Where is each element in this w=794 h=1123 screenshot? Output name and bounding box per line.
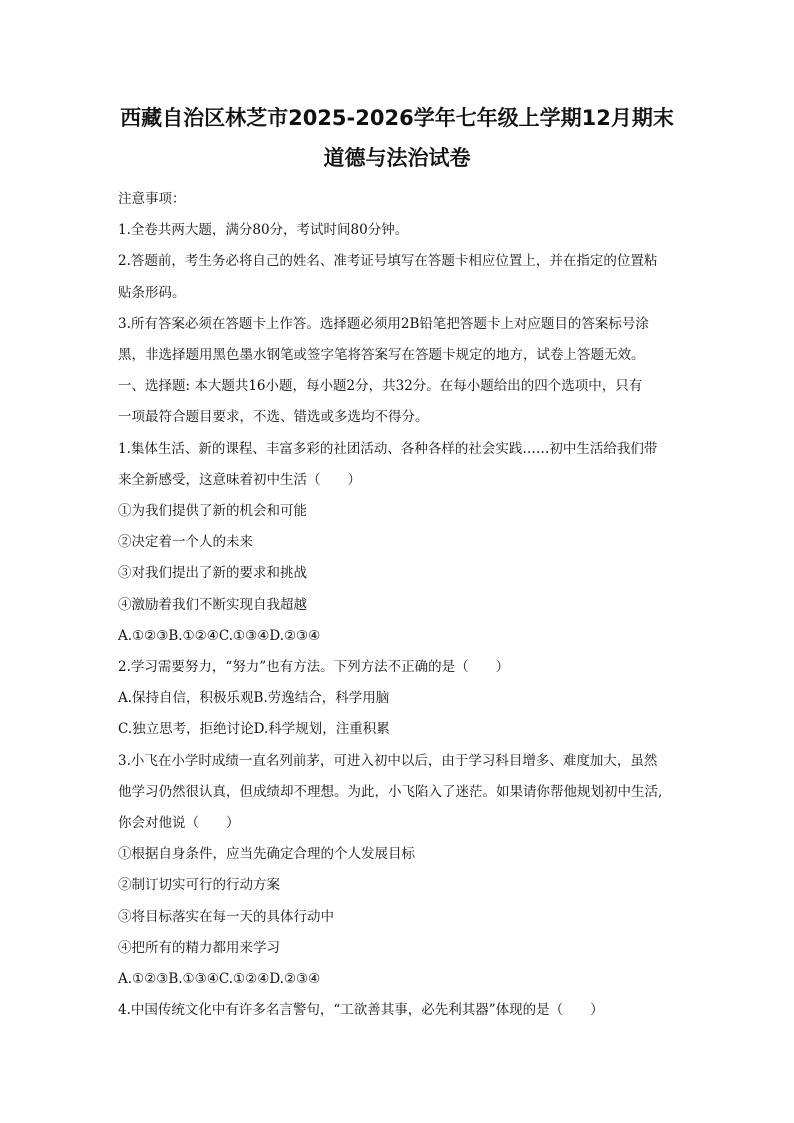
notes-heading: 注意事项：	[118, 191, 186, 207]
notes-section	[118, 184, 676, 371]
question-statement: ①根据自身条件，应当先确定合理的个人发展目标	[118, 846, 415, 863]
question-options: A.保持自信，积极乐观B.劳逸结合，科学用脑	[118, 690, 390, 707]
question-2	[118, 652, 676, 746]
question-3	[118, 746, 676, 996]
question-options: A.①②③B.①②④C.①③④D.②③④	[118, 627, 321, 644]
question-stem: 2.学习需要努力，“努力”也有方法。下列方法不正确的是（ ）	[118, 659, 510, 676]
section-heading: 一项最符合题目要求，不选、错选或多选均不得分。	[118, 409, 429, 426]
question-options: C.独立思考，拒绝讨论D.科学规划，注重积累	[118, 721, 390, 738]
notes-line: 贴条形码。	[118, 284, 186, 301]
section-instructions	[118, 371, 676, 433]
exam-body	[118, 184, 676, 1026]
question-1	[118, 434, 676, 652]
exam-title-line1: 西藏自治区林芝市2025-2026学年七年级上学期12月期末	[120, 106, 674, 130]
question-statement: ④激励着我们不断实现自我超越	[118, 596, 307, 613]
notes-line: 黑，非选择题用黑色墨水钢笔或签字笔将答案写在答题卡规定的地方，试卷上答题无效。	[118, 347, 645, 364]
question-statement: ②制订切实可行的行动方案	[118, 877, 280, 894]
question-statement: ①为我们提供了新的机会和可能	[118, 503, 307, 520]
question-statement: ③将目标落实在每一天的具体行动中	[118, 908, 334, 925]
notes-line: 3.所有答案必须在答题卡上作答。选择题必须用2B铅笔把答题卡上对应题目的答案标号涂	[118, 315, 649, 332]
question-4	[118, 995, 676, 1026]
question-stem: 你会对他说（ ）	[118, 815, 240, 832]
question-options: A.①②③B.①③④C.①②④D.②③④	[118, 971, 321, 988]
section-heading: 一、选择题: 本大题共16小题，每小题2分，共32分。在每小题给出的四个选项中，只有	[118, 378, 643, 395]
exam-title-line2: 道德与法治试卷	[323, 146, 471, 170]
question-statement: ④把所有的精力都用来学习	[118, 939, 280, 956]
question-stem: 3.小飞在小学时成绩一直名列前茅，可进入初中以后，由于学习科目增多、难度加大，虽然	[118, 752, 658, 769]
question-statement: ②决定着一个人的未来	[118, 534, 253, 551]
notes-line: 2.答题前，考生务必将自己的姓名、准考证号填写在答题卡相应位置上，并在指定的位置粘	[118, 253, 658, 270]
notes-line: 1.全卷共两大题，满分80分，考试时间80分钟。	[118, 222, 409, 239]
question-statement: ③对我们提出了新的要求和挑战	[118, 565, 307, 582]
question-stem: 1.集体生活、新的课程、丰富多彩的社团活动、各种各样的社会实践……初中生活给我们带	[118, 440, 658, 457]
question-stem: 他学习仍然很认真，但成绩却不理想。为此，小飞陷入了迷茫。如果请你帮他规划初中生活,	[118, 783, 663, 800]
question-stem: 来全新感受，这意味着初中生活（ ）	[118, 471, 361, 488]
question-stem: 4.中国传统文化中有许多名言警句，“工欲善其事，必先利其器”体现的是（ ）	[118, 1002, 604, 1019]
